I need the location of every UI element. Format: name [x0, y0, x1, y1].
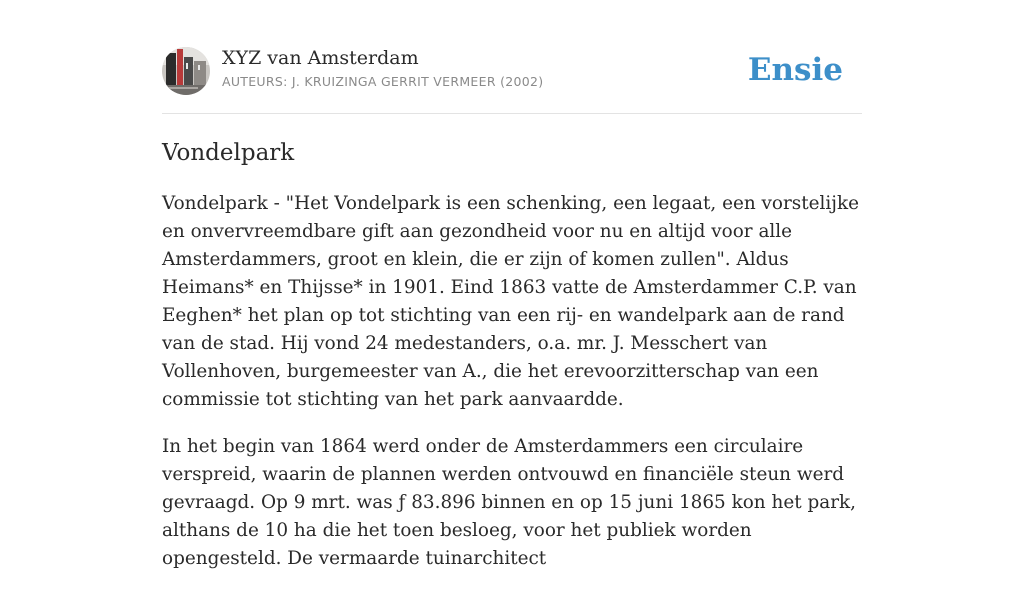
- book-authors: AUTEURS: J. KRUIZINGA GERRIT VERMEER (2002): [222, 74, 544, 89]
- book-avatar-icon[interactable]: [162, 47, 210, 95]
- book-header: [162, 46, 862, 96]
- header-divider: [162, 113, 862, 114]
- entry-body: [162, 190, 866, 592]
- ensie-logo[interactable]: Ensie: [747, 52, 843, 88]
- book-title[interactable]: XYZ van Amsterdam: [222, 47, 419, 69]
- entry-title: Vondelpark: [162, 140, 295, 166]
- entry-paragraph: In het begin van 1864 werd onder de Amsterdammers een circulaire verspreid, waarin de plannen werden ontvouwd en financiële steun werd gevraagd. Op 9 mrt. was ƒ 83.896 binnen en op 15 juni 1865 kon het park, althans de 10 ha die het toen besloeg, voor het publiek worden opengesteld. De vermaarde tuinarchitect: [162, 436, 856, 569]
- entry-paragraph: Vondelpark - "Het Vondelpark is een schenking, een legaat, een vorstelijke en onvervreemdbare gift aan gezondheid voor nu en altijd voor alle Amsterdammers, groot en klein, die er zijn of komen zullen". Aldus Heimans* en Thijsse* in 1901. Eind 1863 vatte de Amsterdammer C.P. van Eeghen* het plan op tot stichting van een rij- en wandelpark aan de rand van de stad. Hij vond 24 medestanders, o.a. mr. J. Messchert van Vollenhoven, burgemeester van A., die het erevoorzitterschap van een commissie tot stichting van het park aanvaardde.: [162, 193, 859, 410]
